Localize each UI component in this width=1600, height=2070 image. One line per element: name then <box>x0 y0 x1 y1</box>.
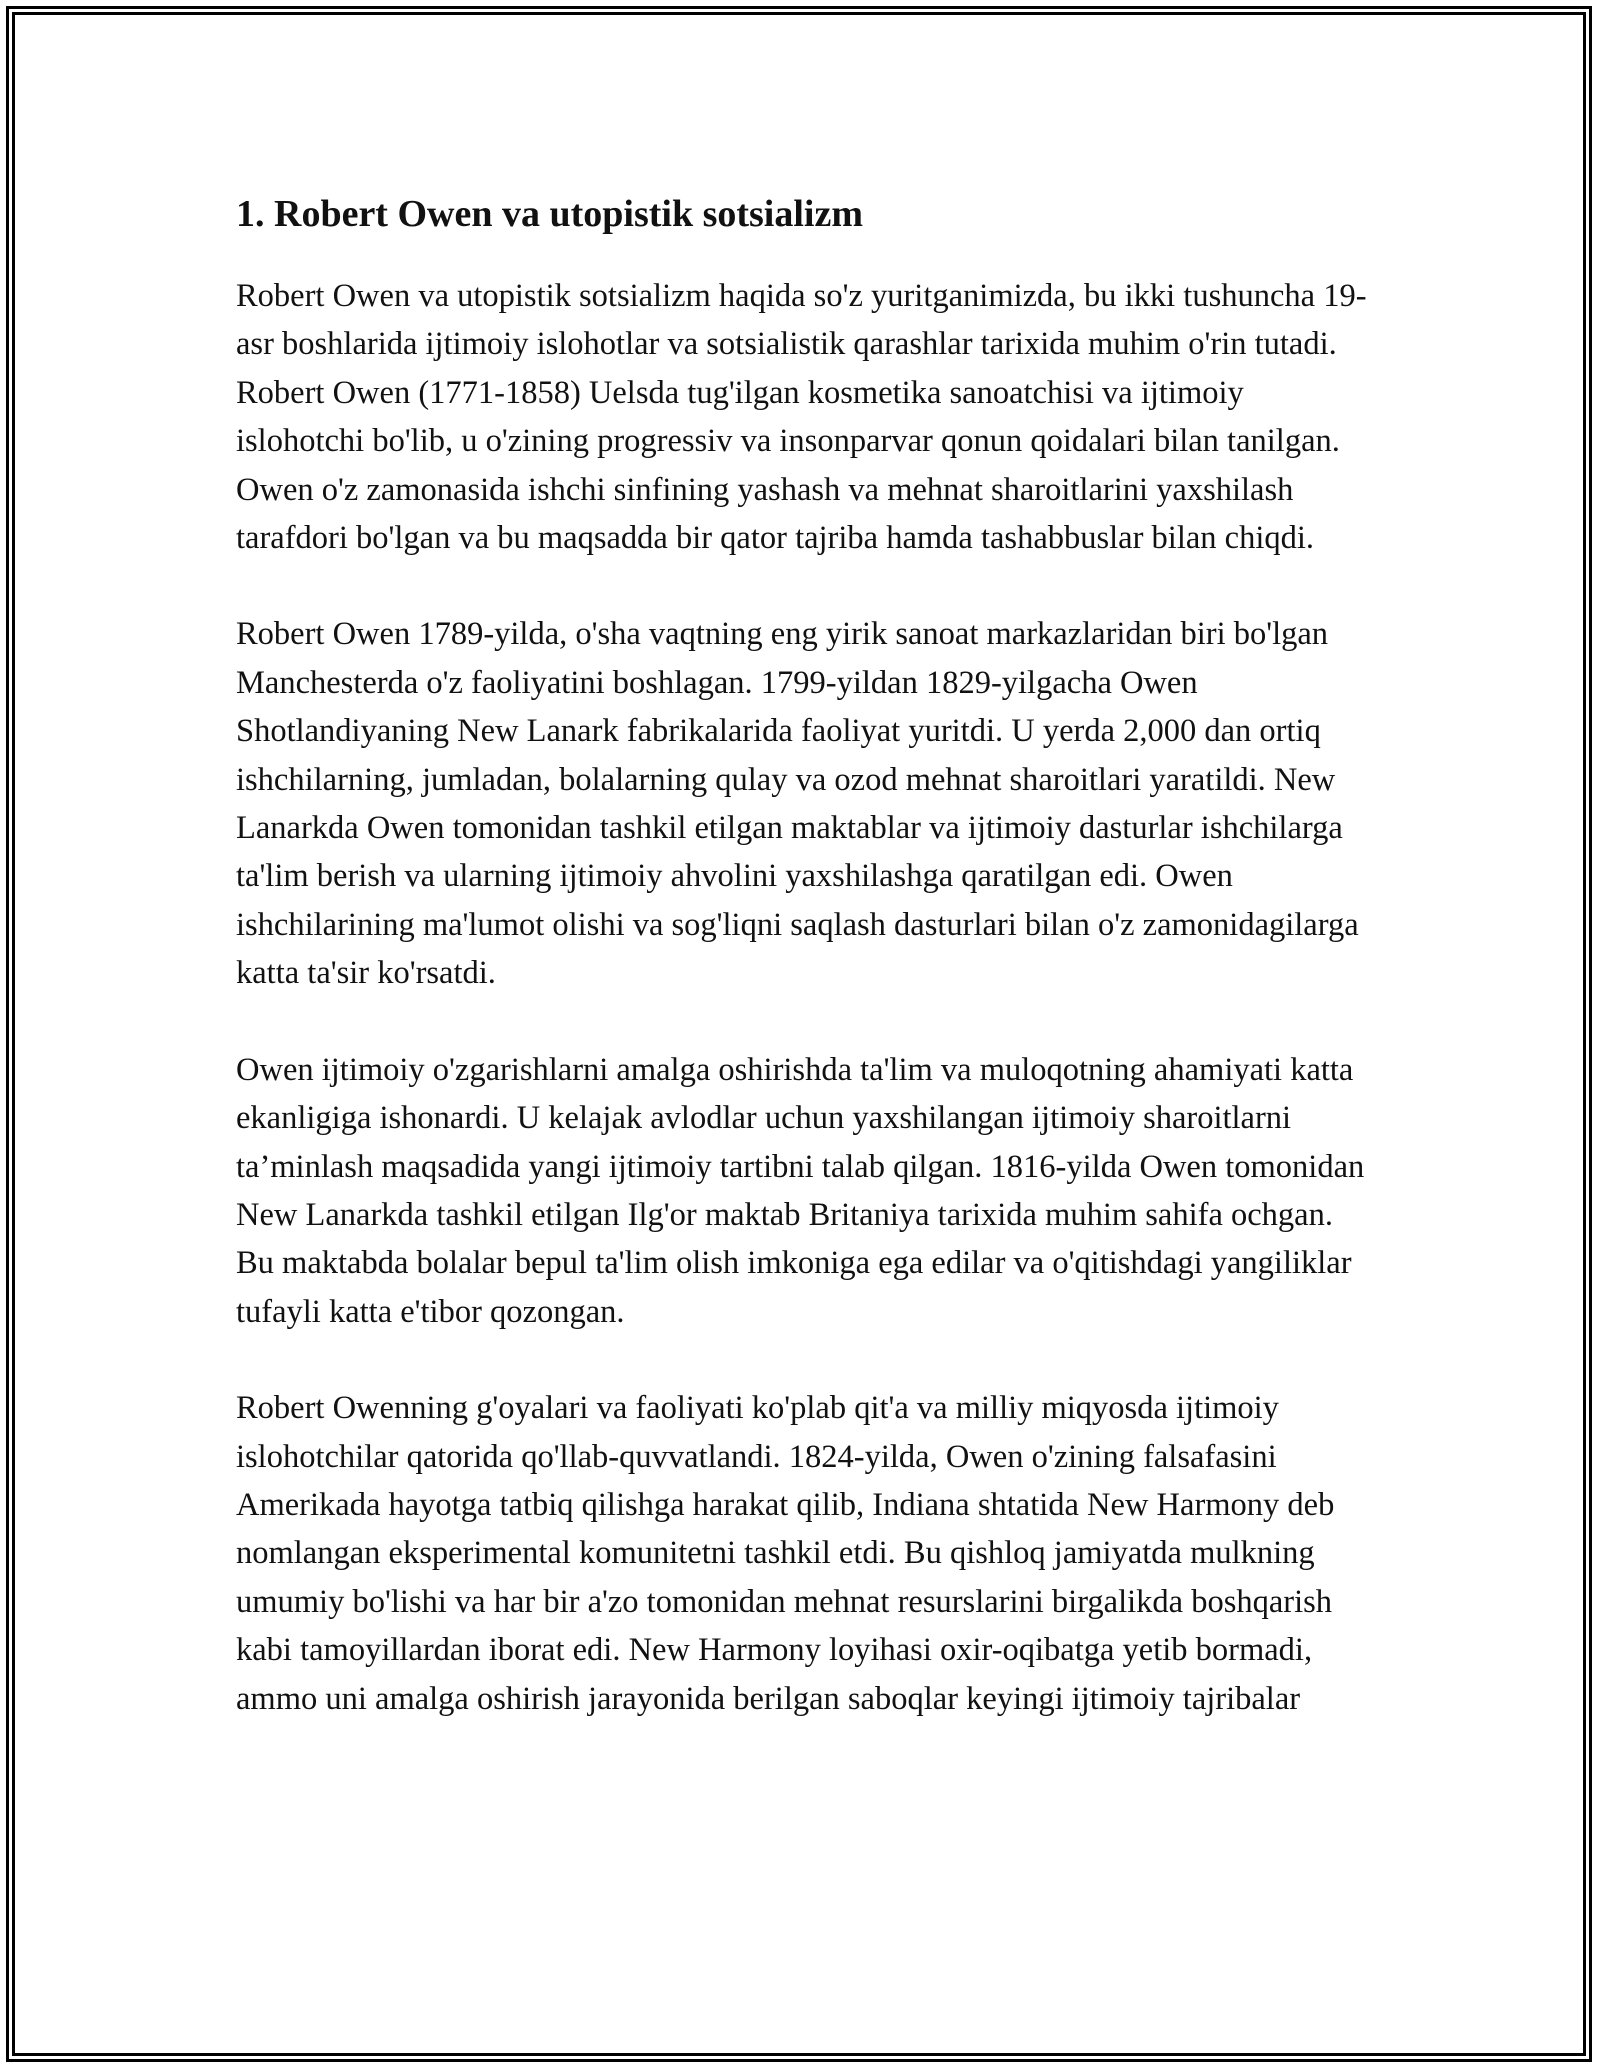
paragraph-1: Robert Owen va utopistik sotsializm haqida so'z yuritganimizda, bu ikki tushuncha 19-asr boshlarida ijtimoiy islohotlar va sotsialistik qarashlar tarixida muhim o'rin tutadi. Robert Owen (1771-1858) Uelsda tug'ilgan kosmetika sanoatchisi va ijtimoiy islohotchi bo'lib, u o'zining progressiv va insonparvar qonun qoidalari bilan tanilgan. Owen o'z zamonasida ishchi sinfining yashash va mehnat sharoitlarini yaxshilash tarafdori bo'lgan va bu maqsadda bir qator tajriba hamda tashabbuslar bilan chiqdi. <box>236 278 1367 557</box>
paragraph-3: Owen ijtimoiy o'zgarishlarni amalga oshirishda ta'lim va muloqotning ahamiyati katta ekanligiga ishonardi. U kelajak avlodlar uchun yaxshilangan ijtimoiy sharoitlarni ta’minlash maqsadida yangi ijtimoiy tartibni talab qilgan. 1816-yilda Owen tomonidan New Lanarkda tashkil etilgan Ilg'or maktab Britaniya tarixida muhim sahifa ochgan. Bu maktabda bolalar bepul ta'lim olish imkoniga ega edilar va o'qitishdagi yangiliklar tufayli katta e'tibor qozongan. <box>236 1051 1365 1330</box>
paragraph-4: Robert Owenning g'oyalari va faoliyati ko'plab qit'a va milliy miqyosda ijtimoiy islohotchilar qatorida qo'llab-quvvatlandi. 1824-yilda, Owen o'zining falsafasini Amerikada hayotga tatbiq qilishga harakat qilib, Indiana shtatida New Harmony deb nomlangan eksperimental komunitetni tashkil etdi. Bu qishloq jamiyatda mulkning umumiy bo'lishi va har bir a'zo tomonidan mehnat resurslarini birgalikda boshqarish kabi tamoyillardan iborat edi. New Harmony loyihasi oxir-oqibatga yetib bormadi, ammo uni amalga oshirish jarayonida berilgan saboqlar keyingi ijtimoiy tajribalar <box>236 1390 1335 1717</box>
section-heading: 1. Robert Owen va utopistik sotsializm <box>236 193 863 235</box>
paragraph-2: Robert Owen 1789-yilda, o'sha vaqtning eng yirik sanoat markazlaridan biri bo'lgan Manchesterda o'z faoliyatini boshlagan. 1799-yildan 1829-yilgacha Owen Shotlandiyaning New Lanark fabrikalarida faoliyat yuritdi. U yerda 2,000 dan ortiq ishchilarning, jumladan, bolalarning qulay va ozod mehnat sharoitlari yaratildi. New Lanarkda Owen tomonidan tashkil etilgan maktablar va ijtimoiy dasturlar ishchilarga ta'lim berish va ularning ijtimoiy ahvolini yaxshilashga qaratilgan edi. Owen ishchilarining ma'lumot olishi va sog'liqni saqlash dasturlari bilan o'z zamonidagilarga katta ta'sir ko'rsatdi. <box>236 616 1359 992</box>
document-body <box>236 188 1370 1771</box>
